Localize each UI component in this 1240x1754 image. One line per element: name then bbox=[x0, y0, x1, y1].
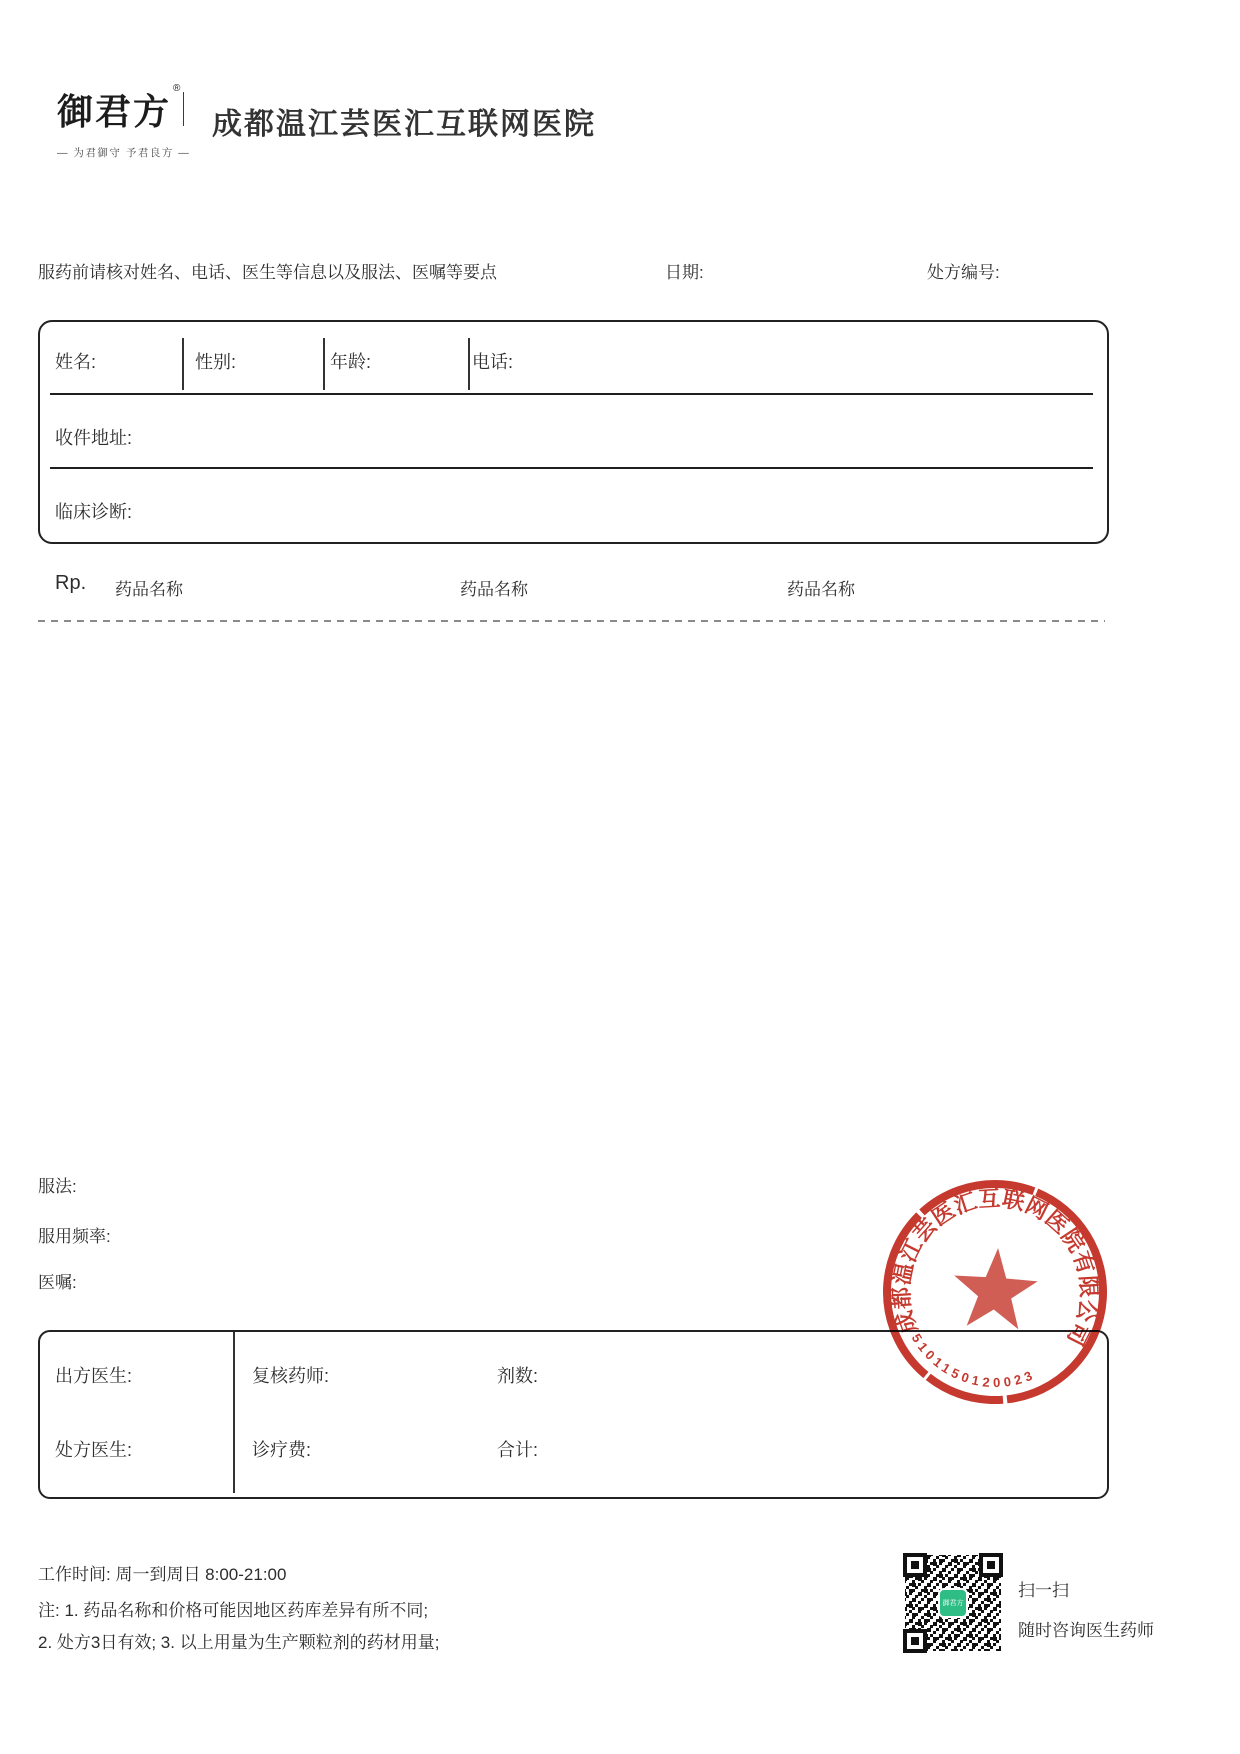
address-label: 收件地址: bbox=[55, 428, 133, 448]
seal-serial-number: 5101150120023 bbox=[908, 1330, 1038, 1391]
gender-label: 性别: bbox=[195, 352, 237, 372]
registered-mark-icon: ® bbox=[173, 83, 181, 94]
drug-name-column-header: 药品名称 bbox=[787, 580, 855, 599]
qr-code bbox=[903, 1553, 1003, 1653]
drug-list-area bbox=[38, 626, 1105, 1156]
qr-logo-text: 御君方 bbox=[942, 1600, 964, 1607]
issuing-doctor-label: 出方医生: bbox=[55, 1366, 133, 1386]
logo-text: 御君方 bbox=[57, 92, 172, 132]
drug-name-column-header: 药品名称 bbox=[460, 580, 528, 599]
diagnosis-label: 临床诊断: bbox=[55, 502, 133, 522]
row-divider bbox=[50, 467, 1093, 469]
brand-logo bbox=[57, 84, 190, 160]
logo-tagline: — 为君御守 予君良方 — bbox=[57, 147, 191, 159]
usage-method-label: 服法: bbox=[38, 1177, 77, 1196]
rp-label: Rp. bbox=[55, 572, 87, 594]
consult-caption: 随时咨询医生药师 bbox=[1018, 1621, 1154, 1640]
doctor-advice-label: 医嘱: bbox=[38, 1273, 77, 1292]
company-seal-stamp bbox=[878, 1175, 1112, 1409]
seal-company-name: 成都温江芸医汇互联网医院有限公司 bbox=[888, 1185, 1102, 1351]
svg-text:5101150120023 bbox=[906, 1330, 1041, 1393]
footer-note-2: 2. 处方3日有效; 3. 以上用量为生产颗粒剂的药材用量; bbox=[38, 1633, 440, 1652]
working-hours: 工作时间: 周一到周日 8:00-21:00 bbox=[38, 1565, 287, 1584]
cell-divider bbox=[323, 338, 325, 390]
table-column-divider bbox=[233, 1332, 235, 1493]
cell-divider bbox=[182, 338, 184, 390]
prescribing-doctor-label: 处方医生: bbox=[55, 1440, 133, 1460]
total-label: 合计: bbox=[497, 1440, 539, 1460]
scan-caption: 扫一扫 bbox=[1018, 1581, 1069, 1600]
phone-label: 电话: bbox=[472, 352, 514, 372]
page-title: 成都温江芸医汇互联网医院 bbox=[212, 108, 596, 141]
footer-note-1: 注: 1. 药品名称和价格可能因地区药库差异有所不同; bbox=[38, 1601, 429, 1620]
drug-name-column-header: 药品名称 bbox=[115, 580, 183, 599]
consultation-fee-label: 诊疗费: bbox=[252, 1440, 312, 1460]
date-label: 日期: bbox=[665, 263, 704, 282]
rx-number-label: 处方编号: bbox=[927, 263, 1000, 282]
cell-divider bbox=[468, 338, 470, 390]
name-label: 姓名: bbox=[55, 352, 97, 372]
reviewing-pharmacist-label: 复核药师: bbox=[252, 1366, 330, 1386]
age-label: 年龄: bbox=[330, 352, 372, 372]
usage-frequency-label: 服用频率: bbox=[38, 1227, 111, 1246]
row-divider bbox=[50, 393, 1093, 395]
verify-notice: 服药前请核对姓名、电话、医生等信息以及服法、医嘱等要点 bbox=[38, 263, 497, 282]
logo-divider bbox=[183, 92, 184, 126]
seal-star-icon bbox=[951, 1245, 1040, 1330]
dose-count-label: 剂数: bbox=[497, 1366, 539, 1386]
dashed-separator bbox=[38, 620, 1105, 622]
